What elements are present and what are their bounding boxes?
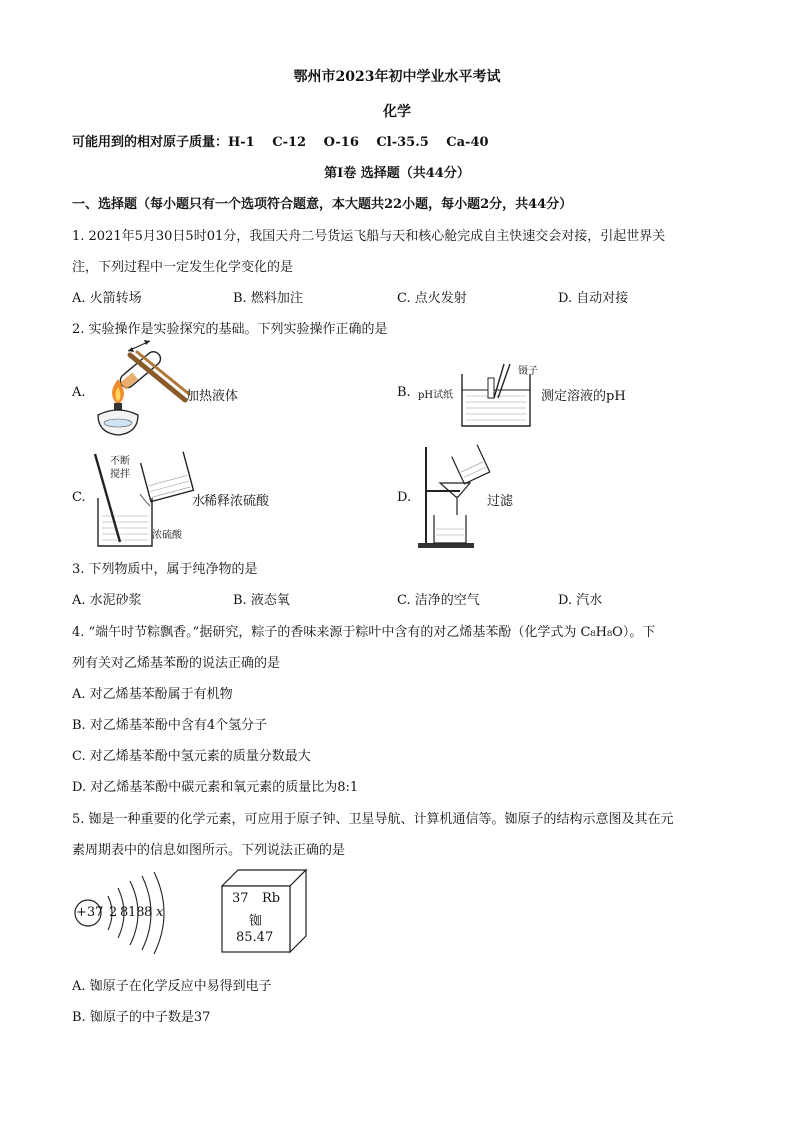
- exam-title: 鄂州市2023年初中学业水平考试: [293, 69, 501, 85]
- q1-stem-line1: 1. 2021年5月30日5时01分，我国天舟二号货运飞船与天和核心舱完成自主快速交会对接，引起世界关: [72, 229, 666, 244]
- rb-atomic-mass: 85.47: [236, 930, 274, 945]
- q2-option-d-letter[interactable]: D.: [397, 490, 412, 505]
- q3-option-d[interactable]: D. 汽水: [558, 593, 603, 608]
- q1-stem-line2: 注，下列过程中一定发生化学变化的是: [72, 260, 294, 275]
- q1-option-b[interactable]: B. 燃料加注: [233, 291, 303, 306]
- filtration-figure: [414, 445, 494, 550]
- q4-stem-line1: 4. “端午时节粽飘香。”据研究，粽子的香味来源于粽叶中含有的对乙烯基苯酚（化学式为 C₈H₈O）。下: [72, 625, 656, 640]
- shell-1-electrons: 2: [109, 905, 118, 920]
- shell-2-electrons: 8: [120, 905, 129, 920]
- q2-stem: 2. 实验操作是实验探究的基础。下列实验操作正确的是: [72, 322, 388, 337]
- rb-name: 铷: [249, 914, 263, 929]
- q2-option-a-caption: 加热液体: [186, 389, 239, 404]
- stir-label-2: 搅拌: [110, 469, 130, 480]
- q5-option-a[interactable]: A. 铷原子在化学反应中易得到电子: [72, 979, 272, 994]
- q4-stem-line2: 列有关对乙烯基苯酚的说法正确的是: [72, 656, 281, 671]
- dilution-figure: [90, 450, 200, 550]
- ph-paper-label: pH试纸: [418, 390, 454, 401]
- acid-label: 浓硫酸: [152, 530, 182, 541]
- rb-symbol: Rb: [262, 891, 281, 906]
- subject-title: 化学: [383, 104, 411, 120]
- q2-option-c-caption: 稀释浓硫酸: [204, 494, 270, 509]
- q1-option-a[interactable]: A. 火箭转场: [72, 291, 142, 306]
- stir-label-1: 不断: [110, 456, 130, 467]
- q3-option-a[interactable]: A. 水泥砂浆: [72, 593, 142, 608]
- q5-stem-line2: 素周期表中的信息如图所示。下列说法正确的是: [72, 843, 346, 858]
- tweezer-label: 镊子: [518, 366, 538, 377]
- q2-option-a-letter[interactable]: A.: [72, 385, 86, 400]
- q4-option-b[interactable]: B. 对乙烯基苯酚中含有4个氢分子: [72, 718, 268, 733]
- shell-4-electrons: 8: [144, 905, 153, 920]
- q2-option-b-letter[interactable]: B.: [397, 385, 411, 400]
- rb-atomic-number: 37: [232, 891, 249, 906]
- section-title: 一、选择题（每小题只有一个选项符合题意，本大题共22小题，每小题2分，共44分）: [72, 197, 573, 212]
- q3-stem: 3. 下列物质中，属于纯净物的是: [72, 562, 258, 577]
- q3-option-c[interactable]: C. 洁净的空气: [397, 593, 480, 608]
- water-label: 水: [192, 494, 206, 509]
- q4-option-d[interactable]: D. 对乙烯基苯酚中碳元素和氧元素的质量比为8:1: [72, 780, 359, 795]
- nucleus-charge: +37: [76, 905, 104, 920]
- q2-option-c-letter[interactable]: C.: [72, 490, 86, 505]
- q3-option-b[interactable]: B. 液态氧: [233, 593, 290, 608]
- q4-option-a[interactable]: A. 对乙烯基苯酚属于有机物: [72, 687, 233, 702]
- q2-option-d-caption: 过滤: [487, 494, 514, 509]
- q5-stem-line1: 5. 铷是一种重要的化学元素，可应用于原子钟、卫星导航、计算机通信等。铷原子的结构示意图及其在元: [72, 812, 674, 827]
- volume-title: 第Ⅰ卷 选择题（共44分）: [324, 166, 470, 181]
- q4-option-c[interactable]: C. 对乙烯基苯酚中氢元素的质量分数最大: [72, 749, 311, 764]
- q5-option-b[interactable]: B. 铷原子的中子数是37: [72, 1010, 211, 1025]
- q2-option-b-caption: 测定溶液的pH: [541, 389, 626, 404]
- atomic-masses: 可能用到的相对原子质量：H-1 C-12 O-16 Cl-35.5 Ca-40: [72, 135, 489, 150]
- shell-3-electrons: 18: [128, 905, 145, 920]
- test-tube-holder-icon: [125, 350, 195, 410]
- q1-option-d[interactable]: D. 自动对接: [558, 291, 629, 306]
- q1-option-c[interactable]: C. 点火发射: [397, 291, 467, 306]
- shell-5-electrons: x: [156, 905, 164, 920]
